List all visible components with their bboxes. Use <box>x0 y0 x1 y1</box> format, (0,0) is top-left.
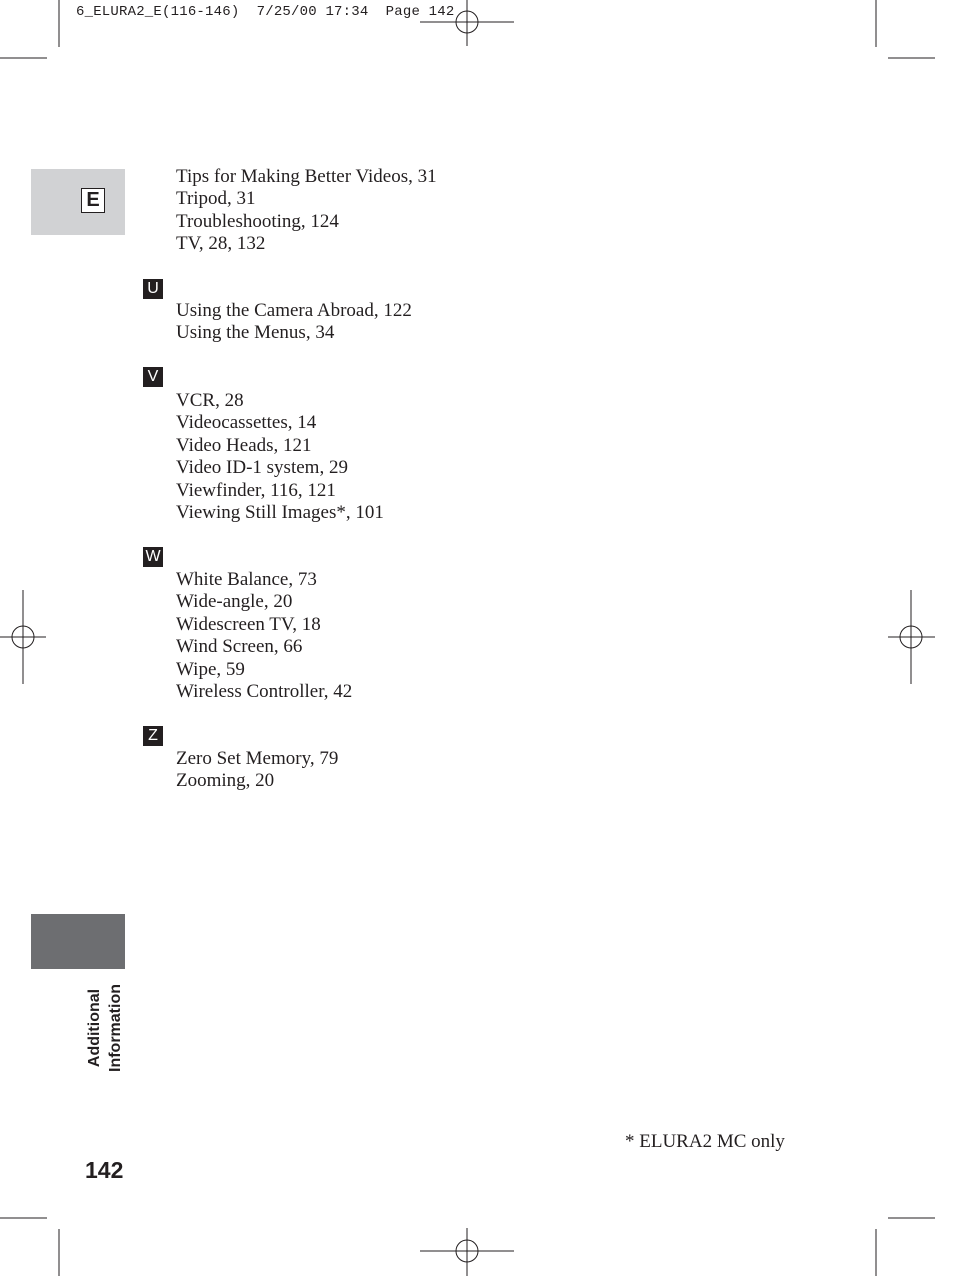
index-entry: Tips for Making Better Videos, 31 <box>176 166 437 187</box>
index-letter-z: Z <box>143 726 163 746</box>
section-label-line: Additional <box>86 988 103 1068</box>
index-letter-v: V <box>143 367 163 387</box>
index-entry: White Balance, 73 <box>176 569 317 590</box>
index-entry: Video ID-1 system, 29 <box>176 457 348 479</box>
index-entry: Wipe, 59 <box>176 658 245 680</box>
index-entries-u <box>176 300 412 345</box>
index-entry: Video Heads, 121 <box>176 434 312 456</box>
index-entry: Wireless Controller, 42 <box>176 681 353 703</box>
index-entries-z <box>176 748 338 793</box>
section-label-line: Information <box>107 984 124 1072</box>
index-entry: Troubleshooting, 124 <box>176 210 339 232</box>
index-entry: Tripod, 31 <box>176 188 256 210</box>
print-slug: 6_ELURA2_E(116-146) 7/25/00 17:34 Page 142 <box>76 4 455 20</box>
index-entry: Viewing Still Images*, 101 <box>176 502 384 524</box>
index-letter-w: W <box>143 547 163 567</box>
page-number: 142 <box>85 1157 124 1183</box>
index-entry: Viewfinder, 116, 121 <box>176 479 336 501</box>
language-tab-letter: E <box>81 188 105 213</box>
index-entry: Using the Camera Abroad, 122 <box>176 300 412 321</box>
index-entry: Using the Menus, 34 <box>176 322 335 344</box>
index-entries-w <box>176 569 352 703</box>
section-label <box>84 978 126 1078</box>
footnote: * ELURA2 MC only <box>625 1131 785 1152</box>
index-entries-v <box>176 390 384 524</box>
index-entries-continued <box>176 166 437 256</box>
index-letter-u: U <box>143 279 163 299</box>
index-entry: Videocassettes, 14 <box>176 412 317 434</box>
section-tab <box>31 914 125 969</box>
index-entry: Widescreen TV, 18 <box>176 613 321 635</box>
index-entry: Zero Set Memory, 79 <box>176 748 339 769</box>
language-tab <box>31 169 125 235</box>
index-entry: VCR, 28 <box>176 390 244 411</box>
index-entry: Wind Screen, 66 <box>176 636 303 658</box>
index-entry: Wide-angle, 20 <box>176 591 293 613</box>
index-entry: TV, 28, 132 <box>176 233 266 255</box>
index-entry: Zooming, 20 <box>176 770 275 792</box>
